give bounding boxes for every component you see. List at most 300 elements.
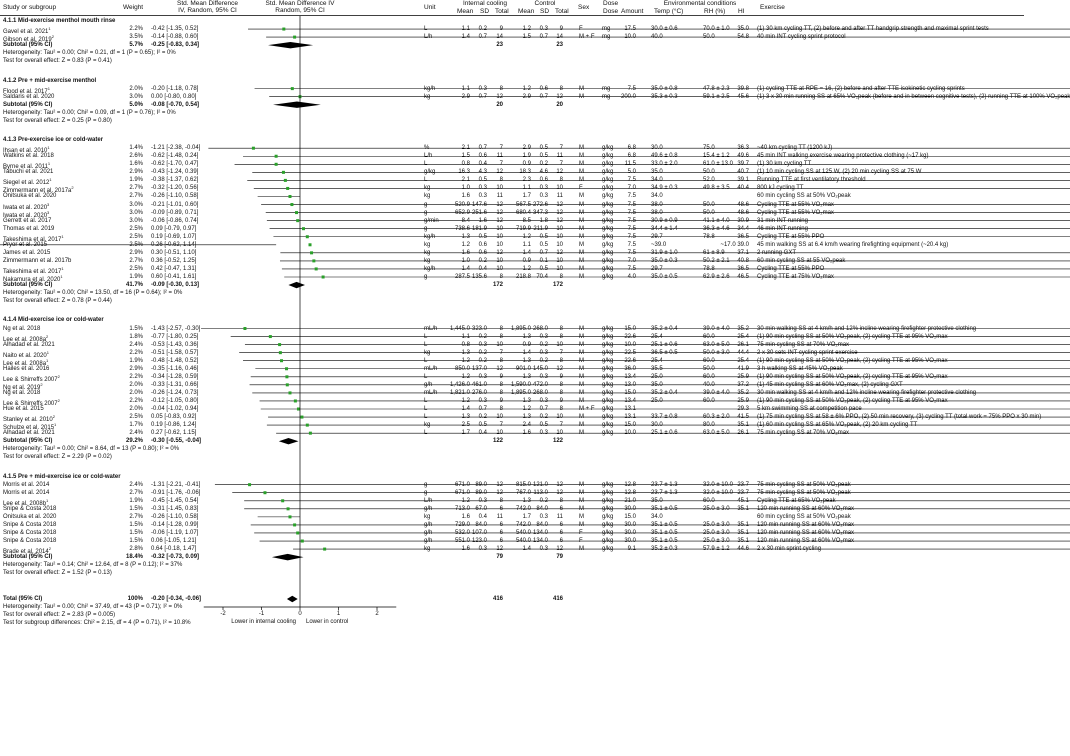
study-ci: -0.14 [-1.28, 0.99] bbox=[151, 521, 199, 528]
col-tot1: Total bbox=[495, 8, 509, 15]
study-mean-control: 1.1 bbox=[522, 241, 531, 248]
study-rh: 39.0 ± 4.0 bbox=[703, 389, 730, 396]
study-temp: 36.5 ± 0.5 bbox=[651, 349, 678, 356]
subtotal-weight: 5.7% bbox=[129, 42, 143, 49]
col-dose: Dose bbox=[603, 8, 619, 15]
study-temp: 29.7 bbox=[651, 265, 663, 272]
study-name: Morris et al. 2014 bbox=[3, 489, 50, 496]
subtotal-label: Subtotal (95% CI) bbox=[3, 282, 53, 289]
study-sd-control: 0.5 bbox=[539, 422, 548, 429]
study-sd-cooling: 84.0 bbox=[475, 521, 487, 528]
study-weight: 3.5% bbox=[129, 34, 143, 41]
study-exercise: (1) 10 min cycling SS at 125 W, (2) 20 min cycling SS at 75 W bbox=[757, 169, 922, 176]
study-rh: 61.0 ± 13.0 bbox=[703, 161, 733, 168]
study-n-control: 8 bbox=[559, 406, 563, 412]
study-sd-cooling: 4.3 bbox=[478, 169, 487, 176]
study-name: Alhadad et al. 2021 bbox=[3, 430, 55, 437]
study-sex: M bbox=[579, 93, 584, 100]
study-sd-control: 0.3 bbox=[539, 430, 548, 437]
study-name: Iwata et al. 2020$^3$ bbox=[3, 201, 50, 211]
study-ci: -0.62 [-1.48, 0.24] bbox=[151, 153, 199, 160]
col-hi: HI bbox=[738, 8, 745, 15]
study-mean-control: 0.9 bbox=[522, 257, 531, 264]
col-internal: Internal cooling bbox=[462, 0, 508, 7]
point-estimate bbox=[312, 259, 315, 262]
point-estimate bbox=[297, 408, 300, 411]
study-exercise: 120 min running SS at 60% VO₂max bbox=[757, 505, 855, 512]
study-sd-control: 268.0 bbox=[532, 389, 548, 396]
study-n-control: 12 bbox=[556, 169, 563, 176]
point-estimate bbox=[309, 243, 312, 246]
subtotal-weight: 41.7% bbox=[125, 282, 143, 289]
study-amount: 22.6 bbox=[624, 333, 636, 340]
study-rh: 47.8 ± 2.3 bbox=[703, 85, 730, 92]
study-amount: 7.5 bbox=[627, 233, 636, 240]
study-sd-control: 0.3 bbox=[539, 185, 548, 192]
study-rh: 50.0 bbox=[703, 365, 715, 372]
study-weight: 2.5% bbox=[129, 265, 143, 272]
study-mean-cooling: 551.0 bbox=[454, 538, 470, 545]
study-mean-cooling: 1.5 bbox=[461, 153, 470, 160]
group-title: 4.1.1 Mid-exercise menthol mouth rinse bbox=[3, 18, 116, 24]
study-dose: g/kg bbox=[602, 325, 614, 332]
study-n-control: 8 bbox=[559, 273, 563, 280]
study-exercise: (1) 30 km cycling TT bbox=[757, 161, 812, 168]
study-mean-control: 567.5 bbox=[515, 201, 531, 208]
study-exercise: (1) 90 min cycling SS at 50% VO₂peak, (2) cycling TTE at 95% VO₂max bbox=[757, 357, 948, 364]
study-dose: g/kg bbox=[602, 381, 614, 388]
study-mean-control: 742.0 bbox=[515, 505, 531, 512]
study-temp: ~39.0 bbox=[651, 241, 667, 248]
study-name: Alhadad et al. 2021 bbox=[3, 341, 55, 348]
study-name: Zimmermann et al. 2017b bbox=[3, 257, 72, 264]
study-weight: 1.8% bbox=[129, 333, 143, 340]
study-mean-control: 1.5 bbox=[522, 34, 531, 41]
point-estimate bbox=[300, 416, 303, 419]
study-superscript: 1 bbox=[54, 422, 57, 428]
study-amount: 12.8 bbox=[624, 481, 636, 488]
study-dose: g/kg bbox=[602, 209, 614, 216]
study-n-cooling: 7 bbox=[499, 145, 503, 152]
study-n-control: 9 bbox=[559, 397, 563, 404]
study-weight: 2.4% bbox=[129, 341, 143, 348]
study-mean-cooling: 1,445.0 bbox=[449, 325, 470, 332]
study-mean-control: 1.2 bbox=[522, 265, 531, 272]
study-mean-cooling: 2.1 bbox=[461, 145, 470, 152]
study-name: Thomas et al. 2019 bbox=[3, 225, 55, 232]
study-sd-cooling: 276.0 bbox=[471, 389, 487, 396]
study-hi: 35.2 bbox=[737, 325, 749, 332]
study-n-control: 9 bbox=[559, 373, 563, 380]
study-superscript: 1 bbox=[60, 273, 63, 279]
study-rh: 60.0 bbox=[703, 497, 715, 504]
study-dose: mg bbox=[602, 26, 611, 33]
study-n-control: 10 bbox=[556, 241, 563, 248]
study-amount: 7.5 bbox=[627, 209, 636, 216]
study-mean-cooling: 1,426.0 bbox=[449, 381, 470, 388]
study-weight: 2.6% bbox=[129, 153, 143, 160]
study-dose: g/kg bbox=[602, 357, 614, 364]
study-exercise: 3 h walking SS at 45% VO₂peak bbox=[757, 365, 843, 372]
study-n-cooling: 12 bbox=[496, 201, 503, 208]
study-rh: 80.0 bbox=[703, 422, 715, 429]
study-ci: -0.51 [-1.58, 0.57] bbox=[151, 349, 199, 356]
study-sd-cooling: 0.7 bbox=[478, 93, 487, 100]
study-n-control: 12 bbox=[556, 489, 563, 496]
study-mean-cooling: 287.5 bbox=[454, 273, 470, 280]
study-name: Watkins et al. 2018 bbox=[3, 153, 54, 160]
x-tick-label: 2 bbox=[375, 610, 379, 617]
study-n-control: 7 bbox=[559, 422, 563, 429]
study-n-cooling: 8 bbox=[499, 273, 503, 280]
study-rh: 32.0 ± 10.0 bbox=[703, 481, 733, 488]
study-superscript: 1 bbox=[47, 161, 51, 167]
study-mean-cooling: 1.0 bbox=[461, 257, 470, 264]
col-forest-2: Random, 95% CI bbox=[275, 7, 325, 14]
study-amount: 200.0 bbox=[620, 93, 636, 100]
study-sd-cooling: 0.5 bbox=[478, 177, 487, 184]
study-name: Ng et al. 2019$^2$ bbox=[3, 381, 43, 391]
study-sd-control: 121.0 bbox=[532, 481, 548, 488]
overall-test: Test for overall effect: Z = 2.29 (P = 0.02) bbox=[3, 454, 112, 461]
study-sd-control: 0.3 bbox=[539, 333, 548, 340]
study-sd-cooling: 0.3 bbox=[478, 193, 487, 200]
study-amount: 12.8 bbox=[624, 489, 636, 496]
point-estimate bbox=[287, 507, 290, 510]
study-sex: M bbox=[579, 325, 584, 332]
study-n-control: 6 bbox=[559, 505, 563, 512]
study-sex: F bbox=[579, 529, 583, 536]
study-amount: 30.0 bbox=[624, 521, 636, 528]
study-rh: 60.0 bbox=[703, 357, 715, 364]
study-sd-cooling: 0.6 bbox=[478, 153, 487, 160]
study-n-cooling: 12 bbox=[496, 217, 503, 224]
study-hi: 49.6 bbox=[737, 153, 749, 160]
study-mean-cooling: 1.6 bbox=[461, 513, 470, 520]
study-mean-cooling: 729.0 bbox=[454, 521, 470, 528]
study-rh: 39.0 ± 4.0 bbox=[703, 325, 730, 332]
study-dose: g/kg bbox=[602, 513, 614, 520]
study-n-cooling: 10 bbox=[496, 265, 503, 272]
study-mean-cooling: 1.2 bbox=[461, 497, 470, 504]
study-mean-cooling: 738.6 bbox=[454, 225, 470, 232]
study-temp: 35.1 ± 0.5 bbox=[651, 521, 678, 528]
study-ci: -0.26 [-1.10, 0.58] bbox=[151, 513, 199, 520]
point-estimate bbox=[252, 147, 255, 150]
study-sex: M bbox=[579, 489, 584, 496]
study-weight: 1.9% bbox=[129, 497, 143, 504]
study-exercise: Cycling TTE at 55% VO₂max bbox=[757, 209, 834, 216]
study-n-control: 10 bbox=[556, 185, 563, 192]
study-n-control: 7 bbox=[559, 161, 563, 168]
study-sd-cooling: 251.6 bbox=[471, 209, 487, 216]
study-sd-control: 0.3 bbox=[539, 397, 548, 404]
point-estimate bbox=[288, 391, 291, 394]
study-dose: g/kg bbox=[602, 225, 614, 232]
study-hi: 39.1 bbox=[737, 177, 749, 184]
study-name: James et al. 2015 bbox=[3, 249, 51, 256]
study-exercise: 30 min walking SS at 4 km/h and 12% incline wearing firefighter protective clothing bbox=[757, 325, 977, 332]
study-unit: mL/h bbox=[424, 365, 438, 372]
study-unit: kg bbox=[424, 257, 431, 264]
study-hi: 54.8 bbox=[737, 34, 749, 41]
study-unit: g bbox=[424, 273, 428, 280]
study-n-control: 7 bbox=[559, 145, 563, 152]
study-sd-cooling: 137.0 bbox=[471, 365, 487, 372]
study-weight: 2.7% bbox=[129, 257, 143, 264]
study-amount: 36.0 bbox=[624, 365, 636, 372]
study-exercise: (1) 45 min cycling SS at 60% VO₂max, (2) cycling GXT bbox=[757, 381, 903, 388]
study-rh: 60.3 ± 2.0 bbox=[703, 414, 730, 421]
point-estimate bbox=[290, 203, 293, 206]
study-amount: 21.0 bbox=[624, 497, 636, 504]
study-temp: 30.0 ± 0.6 bbox=[651, 26, 678, 33]
study-unit: L bbox=[424, 177, 428, 184]
overall-test: Test for overall effect: Z = 0.83 (P = 0.41) bbox=[3, 58, 112, 65]
study-mean-cooling: 520.9 bbox=[454, 201, 470, 208]
study-superscript: 1 bbox=[61, 265, 64, 271]
study-temp: 35.0 ± 0.8 bbox=[651, 85, 678, 92]
study-sd-cooling: 147.6 bbox=[471, 201, 487, 208]
study-hi: 36.5 bbox=[737, 265, 749, 272]
study-unit: L bbox=[424, 414, 428, 421]
study-rh: 32.0 ± 10.0 bbox=[703, 489, 733, 496]
study-mean-cooling: 1.3 bbox=[461, 349, 470, 356]
study-temp: 23.7 ± 1.3 bbox=[651, 489, 678, 496]
point-estimate bbox=[282, 171, 285, 174]
study-mean-control: 8.5 bbox=[522, 217, 531, 224]
group-title: 4.1.2 Pre + mid-exercise menthol bbox=[3, 77, 97, 84]
study-unit: L/h bbox=[424, 153, 433, 160]
study-sd-cooling: 0.4 bbox=[478, 161, 487, 168]
study-sd-control: 272.6 bbox=[532, 201, 548, 208]
study-amount: 7.5 bbox=[627, 201, 636, 208]
study-sd-control: 84.0 bbox=[536, 521, 548, 528]
study-superscript: 1 bbox=[47, 85, 50, 91]
study-n-cooling: 8 bbox=[499, 406, 503, 412]
study-rh: 60.0 bbox=[703, 333, 715, 340]
study-dose: g/kg bbox=[602, 414, 614, 421]
heterogeneity: Heterogeneity: Tau² = 0.00; Chi² = 13.50, df = 16 (P = 0.64); I² = 0% bbox=[3, 290, 183, 297]
study-superscript: 1 bbox=[61, 233, 64, 239]
study-hi: 40.4 bbox=[737, 185, 749, 192]
subtotal-ci: -0.25 [-0.83, 0.34] bbox=[151, 42, 200, 49]
study-temp: 35.0 ± 0.3 bbox=[651, 257, 678, 264]
study-sd-control: 0.3 bbox=[539, 373, 548, 380]
study-sd-cooling: 0.3 bbox=[478, 497, 487, 504]
study-amount: 30.0 bbox=[624, 538, 636, 545]
study-mean-control: 719.9 bbox=[515, 225, 531, 232]
study-sex: M bbox=[579, 225, 584, 232]
study-unit: L/h bbox=[424, 34, 433, 41]
study-ci: 0.19 [-0.69, 1.07] bbox=[151, 233, 197, 240]
study-temp: 35.2 ± 0.3 bbox=[651, 546, 678, 553]
study-ci: -0.45 [-1.45, 0.54] bbox=[151, 497, 199, 504]
study-n-cooling: 8 bbox=[499, 389, 503, 396]
study-n-control: 8 bbox=[559, 389, 563, 396]
study-n-cooling: 7 bbox=[499, 422, 503, 429]
study-n-cooling: 8 bbox=[499, 85, 503, 92]
study-sd-cooling: 0.2 bbox=[478, 357, 487, 364]
study-sex: M bbox=[579, 85, 584, 92]
study-unit: L/h bbox=[424, 497, 433, 504]
study-rh: 50.0 bbox=[703, 169, 715, 176]
study-exercise: 60 min cycling SS at 50% VO₂peak bbox=[757, 193, 851, 200]
study-sd-control: 0.6 bbox=[539, 85, 548, 92]
study-exercise: 60 min cycling SS at 55 VO₂peak bbox=[757, 257, 846, 264]
study-sex: M bbox=[579, 241, 584, 248]
study-hi: 25.4 bbox=[737, 333, 749, 340]
study-weight: 1.9% bbox=[129, 357, 143, 364]
x-tick-label: 1 bbox=[336, 610, 341, 617]
study-sd-cooling: 0.4 bbox=[478, 430, 487, 437]
study-superscript: 1 bbox=[48, 26, 51, 32]
point-estimate bbox=[285, 375, 288, 378]
subtotal-label: Subtotal (95% CI) bbox=[3, 438, 53, 445]
study-n-control: 10 bbox=[556, 430, 563, 437]
study-rh: 60.0 bbox=[703, 373, 715, 380]
study-unit: g/h bbox=[424, 529, 433, 536]
study-temp: 25.0 bbox=[651, 373, 663, 380]
study-mean-control: 2.9 bbox=[522, 93, 531, 100]
study-temp: 35.0 bbox=[651, 381, 663, 388]
study-amount: 9.1 bbox=[627, 546, 636, 553]
study-name: Pryor et al. 2015 bbox=[3, 241, 48, 248]
study-temp: 29.7 bbox=[651, 233, 663, 240]
study-superscript: 2 bbox=[48, 546, 51, 552]
study-amount: 7.5 bbox=[627, 177, 636, 184]
study-exercise: 120 min running SS at 60% VO₂max bbox=[757, 538, 855, 545]
study-n-control: 12 bbox=[556, 209, 563, 216]
study-weight: 2.9% bbox=[129, 249, 143, 256]
study-mean-control: 2.9 bbox=[522, 145, 531, 152]
study-rh: 49.8 ± 3.5 bbox=[703, 185, 730, 192]
study-ci: -0.06 [-0.86, 0.74] bbox=[151, 217, 199, 224]
study-n-control: 10 bbox=[556, 414, 563, 421]
study-name: Siegel et al. 2012$^1$ bbox=[3, 177, 52, 187]
study-n-control: 11 bbox=[556, 153, 563, 160]
study-weight: 2.5% bbox=[129, 233, 143, 240]
study-hi: 40.8 bbox=[737, 257, 749, 264]
footer-stat: Heterogeneity: Tau² = 0.00; Chi² = 37.49, df = 43 (P = 0.71); I² = 0% bbox=[3, 604, 183, 611]
study-ci: 0.60 [-0.41, 1.61] bbox=[151, 273, 197, 280]
study-weight: 2.0% bbox=[129, 381, 143, 388]
point-estimate bbox=[301, 540, 304, 543]
study-rh: 75.0 bbox=[703, 145, 715, 152]
study-sd-control: 0.7 bbox=[539, 34, 548, 41]
point-estimate bbox=[296, 531, 299, 534]
study-unit: g bbox=[424, 489, 428, 496]
study-ci: 0.30 [-0.51, 1.10] bbox=[151, 249, 197, 256]
study-rh: 61 ± 8.9 bbox=[703, 249, 725, 256]
study-sd-cooling: 0.4 bbox=[478, 265, 487, 272]
col-smd-1: Std. Mean Difference bbox=[177, 0, 238, 7]
point-estimate bbox=[293, 36, 296, 39]
study-n-cooling: 8 bbox=[499, 497, 503, 504]
study-sd-control: 0.6 bbox=[539, 177, 548, 184]
study-sex: M bbox=[579, 546, 584, 553]
study-mean-control: 18.3 bbox=[519, 169, 531, 176]
study-ci: 0.64 [-0.18, 1.47] bbox=[151, 546, 197, 553]
study-n-control: 7 bbox=[559, 349, 563, 356]
study-n-cooling: 11 bbox=[496, 193, 503, 200]
point-estimate bbox=[323, 548, 326, 551]
study-hi: 35.1 bbox=[737, 521, 749, 528]
study-n-cooling: 10 bbox=[496, 225, 503, 232]
point-estimate bbox=[286, 383, 289, 386]
study-superscript: 1 bbox=[46, 357, 49, 363]
study-mean-control: 1.4 bbox=[522, 349, 531, 356]
study-sex: M + F bbox=[579, 34, 595, 41]
study-mean-control: 1.2 bbox=[522, 85, 531, 92]
study-temp: 34.0 bbox=[651, 513, 663, 520]
study-amount: 7.5 bbox=[627, 241, 636, 248]
study-temp: 35.3 ± 0.3 bbox=[651, 93, 678, 100]
study-sd-cooling: 0.3 bbox=[478, 185, 487, 192]
study-mean-cooling: 0.8 bbox=[461, 161, 470, 168]
study-n-cooling: 8 bbox=[499, 333, 503, 340]
study-mean-cooling: 1.6 bbox=[461, 546, 470, 553]
study-hi: 26.1 bbox=[737, 341, 749, 348]
study-dose: g/kg bbox=[602, 217, 614, 224]
study-n-cooling: 7 bbox=[499, 349, 503, 356]
subtotal-diamond bbox=[279, 438, 299, 444]
study-weight: 2.8% bbox=[129, 546, 143, 553]
study-unit: kg/h bbox=[424, 85, 436, 92]
point-estimate bbox=[288, 515, 291, 518]
study-n-cooling: 12 bbox=[496, 209, 503, 216]
study-hi: 35.0 bbox=[737, 26, 749, 33]
study-hi: 23.7 bbox=[737, 481, 749, 488]
study-temp: 35.1 ± 0.5 bbox=[651, 529, 678, 536]
study-unit: kg bbox=[424, 546, 431, 553]
study-weight: 3.0% bbox=[129, 217, 143, 224]
col-weight: Weight bbox=[123, 4, 144, 11]
study-temp: 35.1 ± 0.5 bbox=[651, 505, 678, 512]
study-mean-control: 1.6 bbox=[522, 430, 531, 437]
total-label: Total (95% CI) bbox=[3, 595, 43, 602]
study-dose: g/kg bbox=[602, 546, 614, 553]
study-temp: 34.4 ± 1.4 bbox=[651, 225, 678, 232]
study-sex: M bbox=[579, 497, 584, 504]
study-ci: -0.77 [-1.80, 0.25] bbox=[151, 333, 199, 340]
study-sex: M + F bbox=[579, 406, 595, 412]
study-sex: M bbox=[579, 481, 584, 488]
subtotal-ci: -0.09 [-0.30, 0.13] bbox=[151, 282, 200, 289]
study-unit: L bbox=[424, 430, 428, 437]
study-n-control: 10 bbox=[556, 341, 563, 348]
study-amount: 30.0 bbox=[624, 529, 636, 536]
point-estimate bbox=[280, 359, 283, 362]
study-sex: M bbox=[579, 145, 584, 152]
point-estimate bbox=[302, 227, 305, 230]
point-estimate bbox=[293, 523, 296, 526]
study-unit: L bbox=[424, 357, 428, 364]
study-sd-control: 211.9 bbox=[533, 225, 548, 232]
study-mean-cooling: 1.2 bbox=[461, 397, 470, 404]
study-sex: M bbox=[579, 233, 584, 240]
study-exercise: 120 min running SS at 60% VO₂max bbox=[757, 521, 855, 528]
study-weight: 2.2% bbox=[129, 26, 143, 33]
study-weight: 1.5% bbox=[129, 529, 143, 536]
study-unit: kg bbox=[424, 93, 431, 100]
subtotal-n-cooling: 79 bbox=[496, 554, 503, 561]
study-dose: g/kg bbox=[602, 397, 614, 404]
study-superscript: 2 bbox=[52, 414, 55, 420]
study-unit: % bbox=[424, 145, 430, 152]
study-mean-cooling: 1.4 bbox=[461, 406, 470, 412]
study-mean-cooling: 8.4 bbox=[461, 217, 470, 224]
